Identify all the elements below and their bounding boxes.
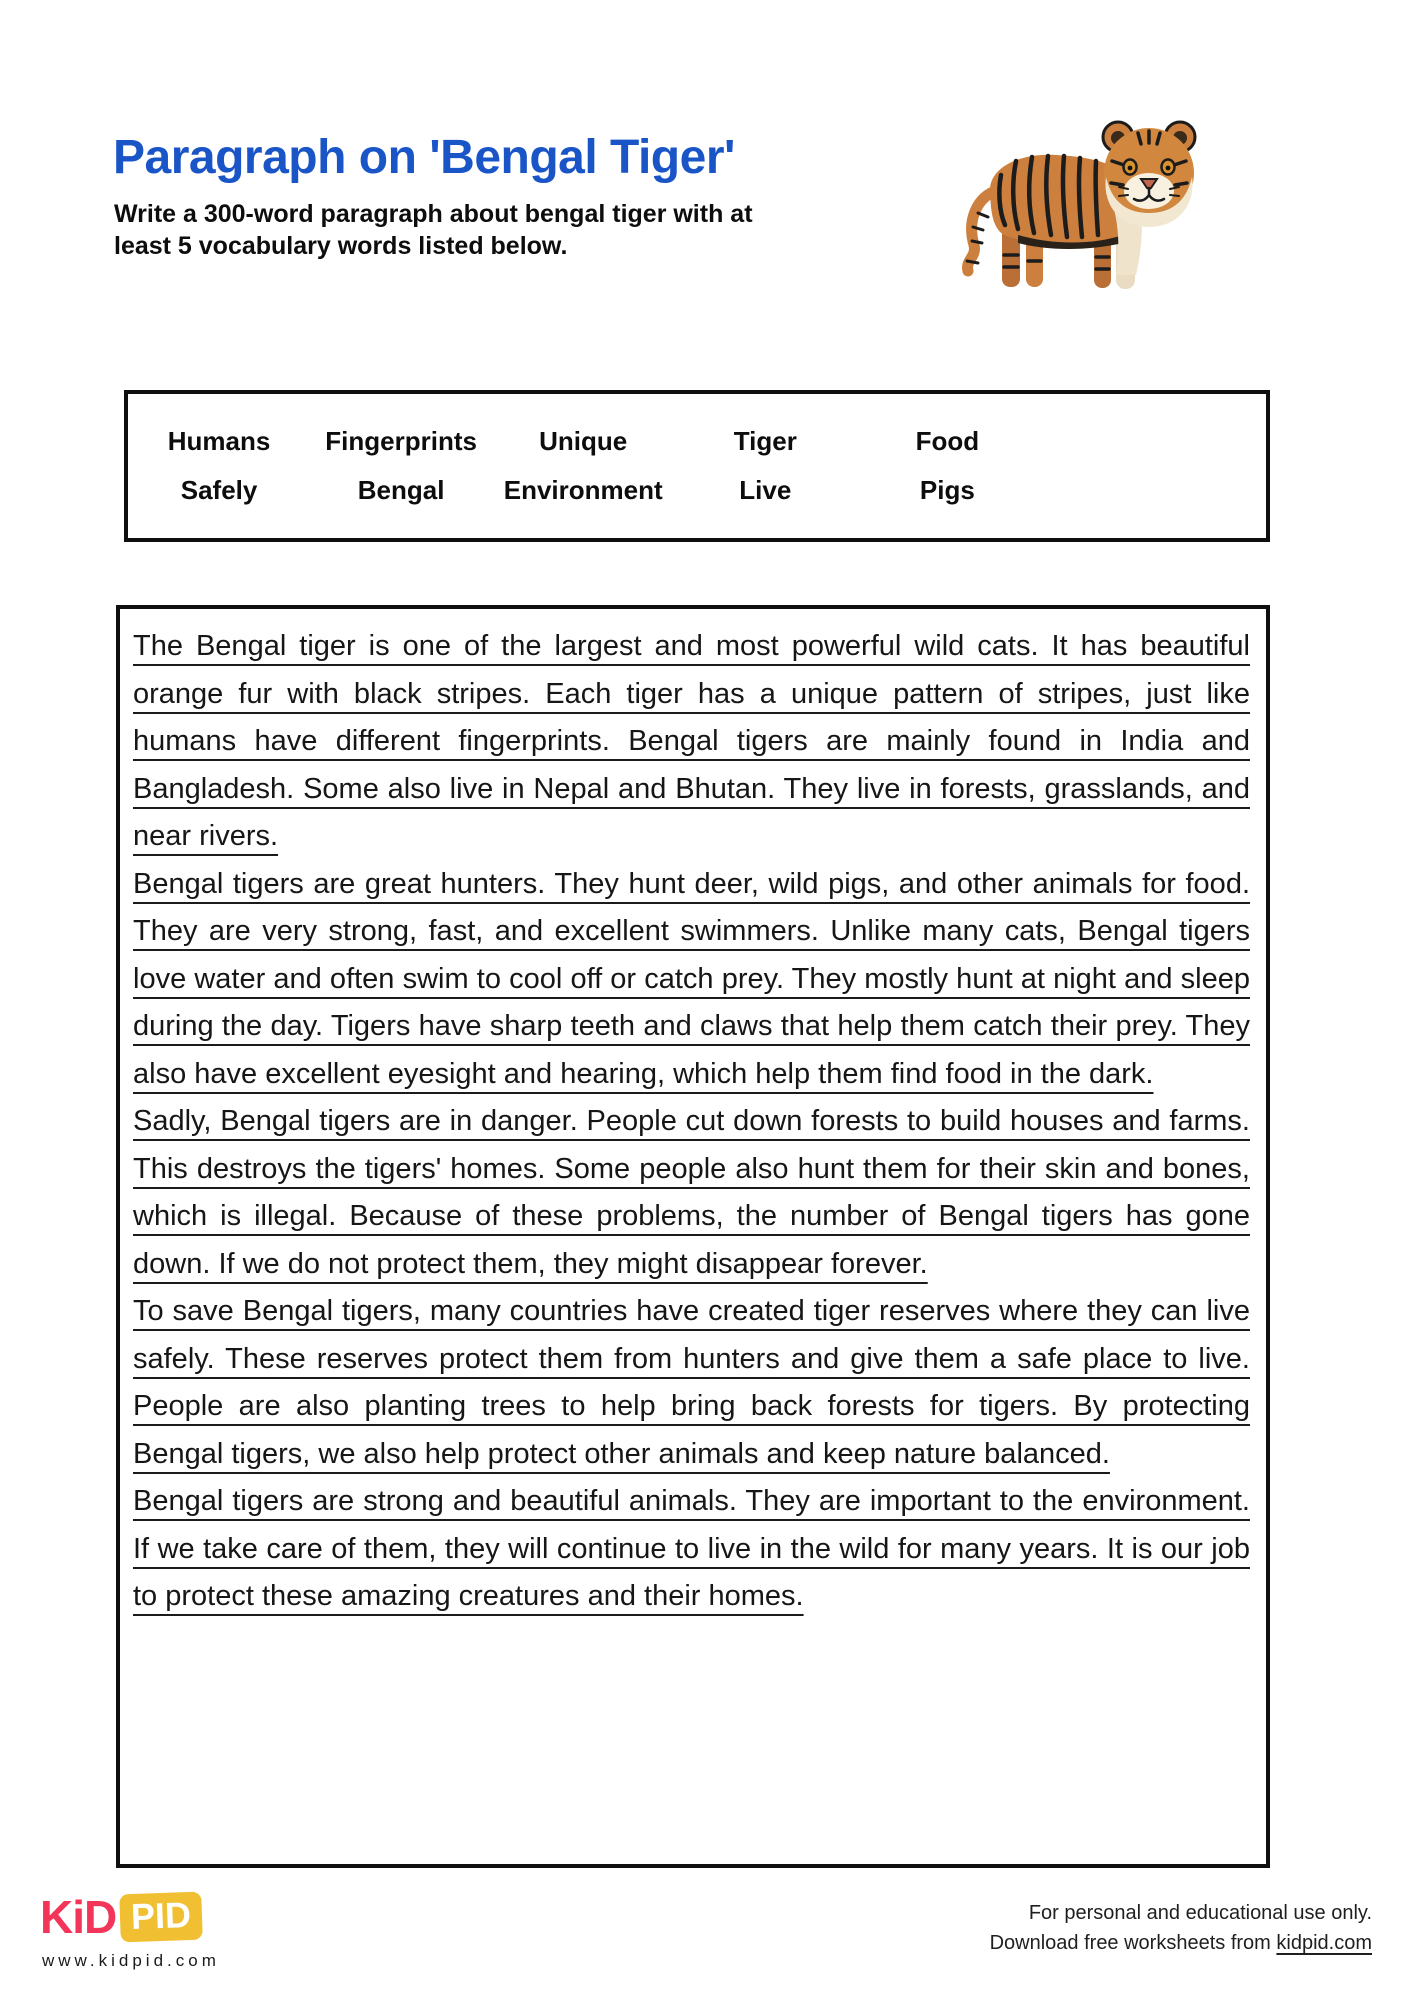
vocab-word: Pigs	[919, 475, 975, 505]
page-title: Paragraph on 'Bengal Tiger'	[113, 131, 735, 184]
usage-note-line2	[990, 1928, 1372, 1958]
vocab-word: Live	[739, 475, 792, 505]
essay-paragraph: The Bengal tiger is one of the largest and most powerful wild cats. It has beautiful orange fur with black stripes. Each tiger has a unique pattern of stripes, just like humans have different fingerprints. Bengal tigers are mainly found in India and Bangladesh. Some also live in Nepal and Bhutan. They live in forests, grasslands, and near rivers.	[133, 630, 1250, 852]
bengal-tiger-illustration	[958, 95, 1198, 295]
vocab-word: Food	[915, 426, 980, 456]
tiger-icon	[958, 95, 1198, 295]
website-url: www.kidpid.com	[42, 1951, 220, 1970]
vocabulary-row-2	[128, 475, 1038, 506]
essay-paragraph: Sadly, Bengal tigers are in danger. People cut down forests to build houses and farms. This destroys the tigers' homes. Some people also hunt them for their skin and bones, which is illegal. Because of these problems, the number of Bengal tigers has gone down. If we do not protect them, they might disappear forever.	[133, 1105, 1250, 1280]
essay-paragraph: Bengal tigers are great hunters. They hunt deer, wild pigs, and other animals for food. They are very strong, fast, and excellent swimmers. Unlike many cats, Bengal tigers love water and often swim to cool off or catch prey. They mostly hunt at night and sleep during the day. Tigers have sharp teeth and claws that help them catch their prey. They also have excellent eyesight and hearing, which help them find food in the dark.	[133, 867, 1250, 1090]
vocab-word: Tiger	[733, 426, 797, 456]
kidpid-logo	[40, 1893, 202, 1941]
essay-box	[116, 605, 1270, 1868]
logo-pid-badge: PID	[119, 1892, 203, 1943]
vocab-word: Environment	[503, 475, 663, 505]
vocabulary-box	[124, 390, 1270, 542]
usage-note-line1: For personal and educational use only.	[1028, 1902, 1372, 1924]
usage-note	[990, 1898, 1372, 1958]
vocab-word: Unique	[539, 426, 628, 456]
essay-paragraph: Bengal tigers are strong and beautiful animals. They are important to the environment. If we take care of them, they will continue to live in the wild for many years. It is our job to protect these amazing creatures and their homes.	[133, 1485, 1250, 1612]
vocab-word: Safely	[180, 475, 258, 505]
vocab-word: Bengal	[357, 475, 445, 505]
logo-kid-text: KiD	[40, 1891, 117, 1943]
page-subtitle: Write a 300-word paragraph about bengal tiger with at least 5 vocabulary words listed below.	[114, 200, 753, 260]
kidpid-link[interactable]: kidpid.com	[1276, 1932, 1372, 1954]
usage-note-line2-prefix: Download free worksheets from	[989, 1932, 1277, 1954]
vocab-word: Fingerprints	[325, 426, 477, 456]
vocab-word: Humans	[167, 426, 271, 456]
vocabulary-row-1	[128, 426, 1038, 457]
essay-paragraph: To save Bengal tigers, many countries have created tiger reserves where they can live safely. These reserves protect them from hunters and give them a safe place to live. People are also planting trees to help bring back forests for tigers. By protecting Bengal tigers, we also help protect other animals and keep nature balanced.	[133, 1295, 1250, 1470]
